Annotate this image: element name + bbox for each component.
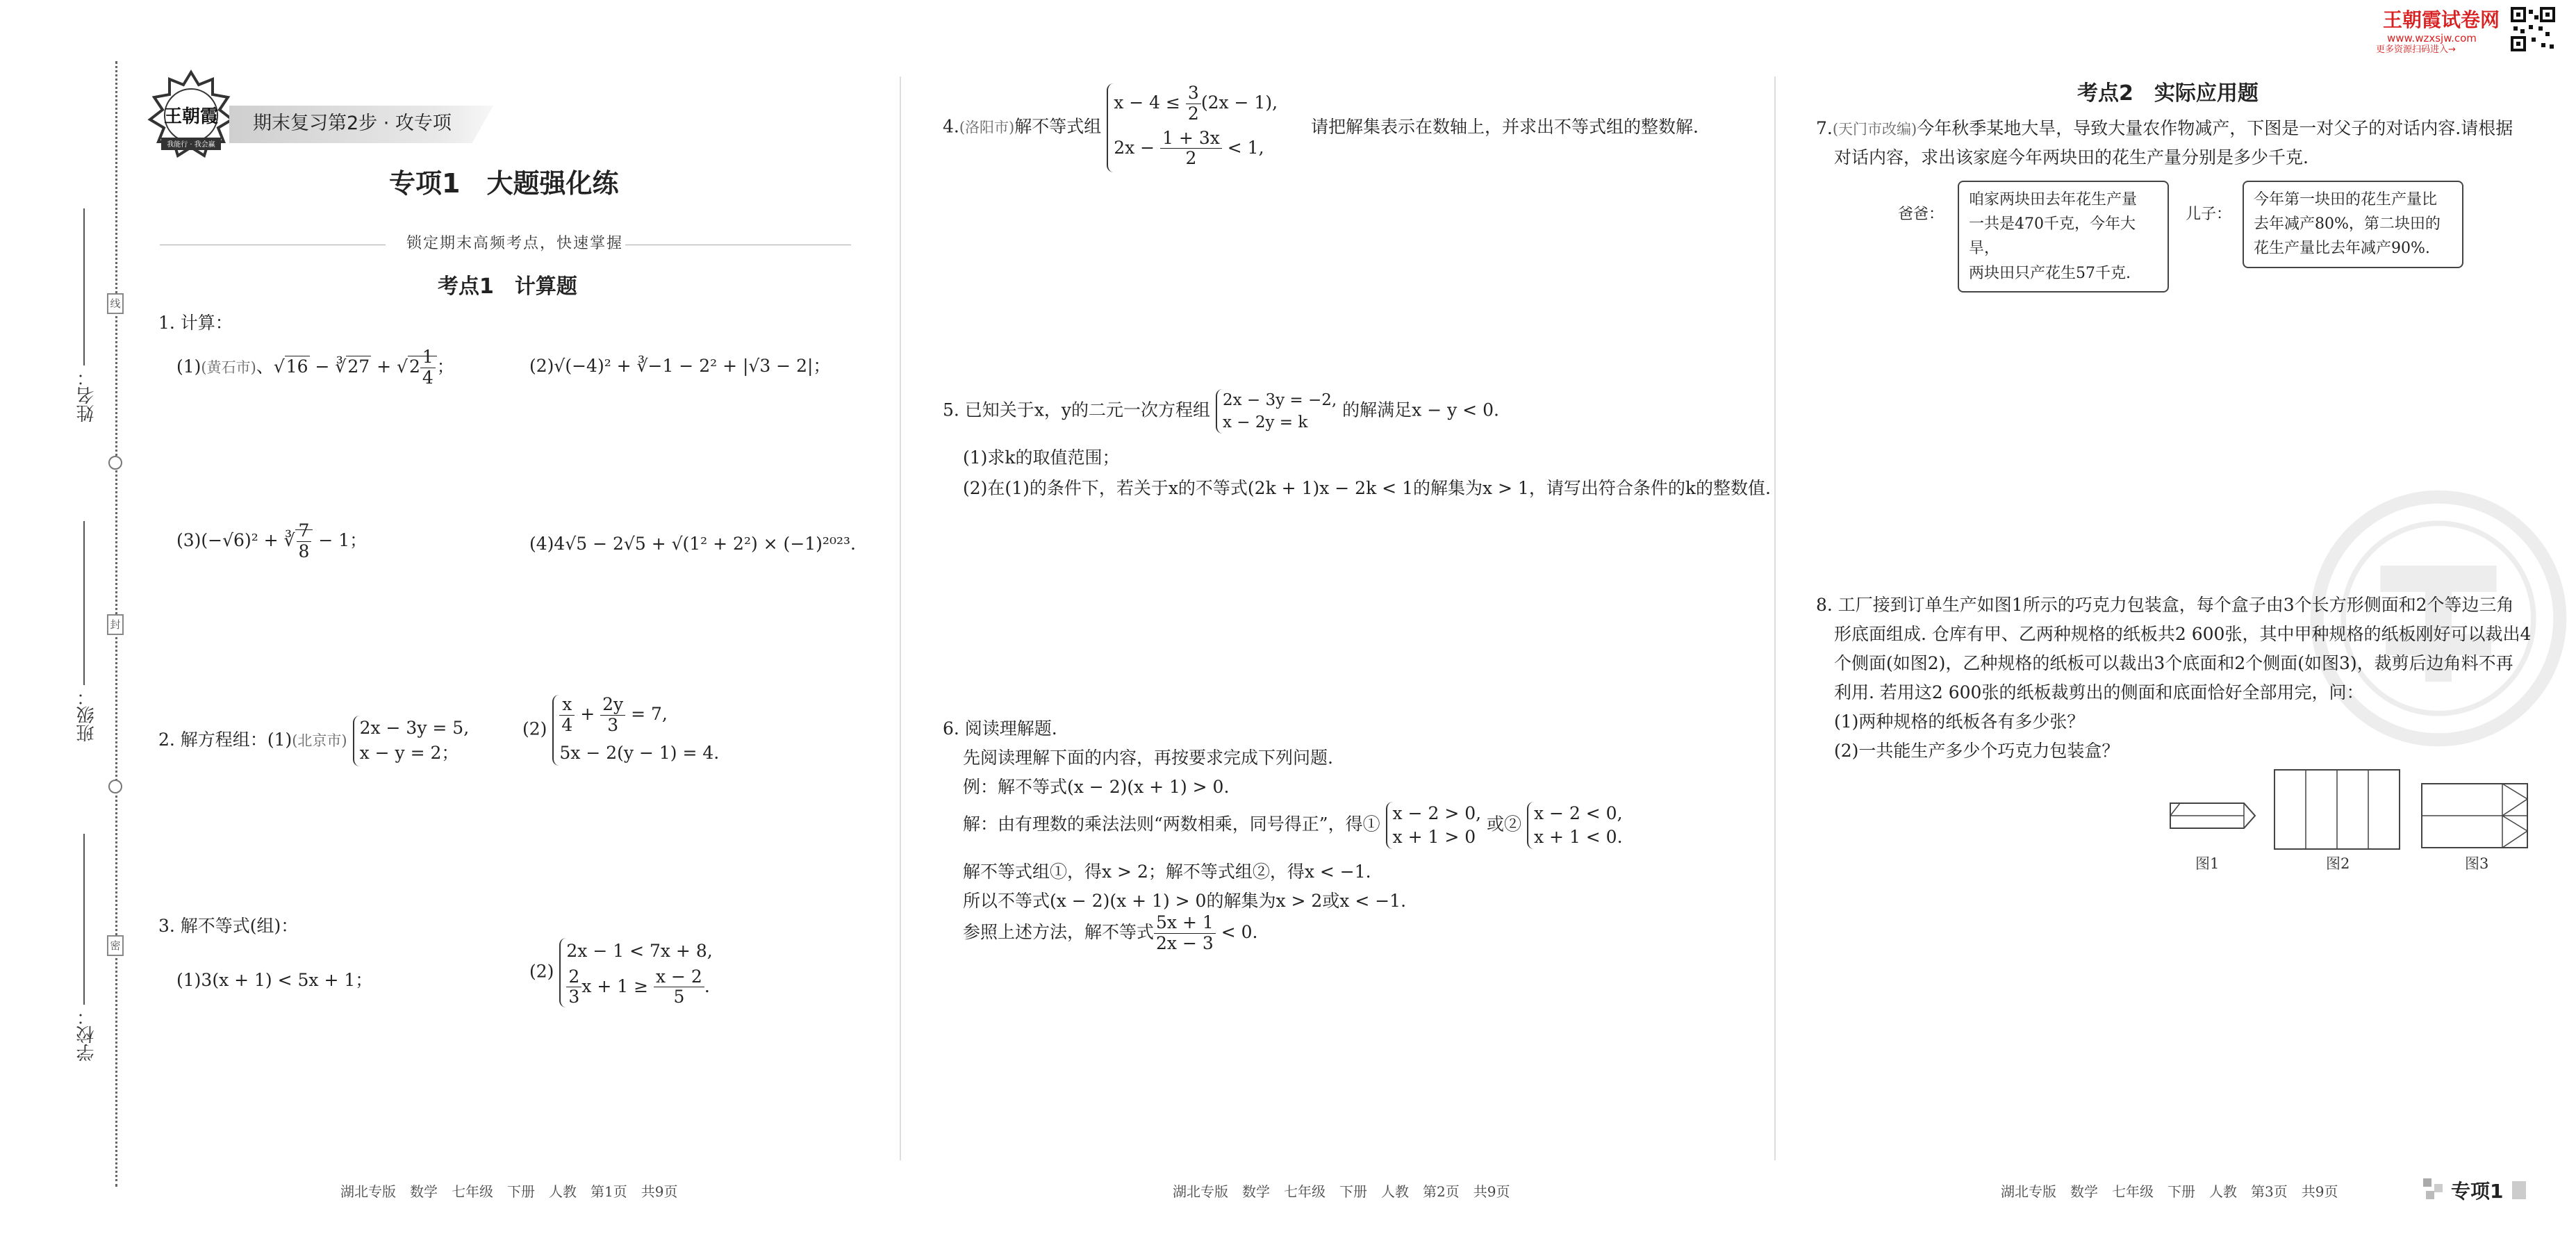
figure2-label: 图2 — [2326, 855, 2350, 872]
column-divider-1 — [900, 76, 901, 1160]
subtitle: 锁定期末高频考点，快速掌握 — [406, 235, 624, 252]
son-label: 儿子： — [2186, 206, 2232, 223]
q8-line2: 形底面组成. 仓库有甲、乙两种规格的纸板共2 600张，其中甲种规格的纸板刚好可以裁出4 — [1834, 624, 2532, 644]
page2-footer: 湖北专版 数学 七年级 下册 人教 第2页 共9页 — [1173, 1183, 1510, 1200]
son-speech-bubble: 今年第一块田的花生产量比 去年减产80%，第二块田的 花生产量比去年减产90%. — [2243, 181, 2463, 268]
name-input-line[interactable] — [83, 208, 85, 365]
dad-label: 爸爸： — [1898, 206, 1945, 223]
q3-label: 3. 解不等式(组)： — [158, 916, 299, 936]
q6-label: 6. 阅读理解题. — [943, 718, 1057, 739]
dad-speech-bubble: 咱家两块田去年花生产量 一共是470千克，今年大旱， 两块田只产花生57千克. — [1958, 181, 2169, 293]
q8-line3: 个侧面(如图2)，乙种规格的纸板可以裁出3个底面和2个侧面(如图3)，裁剪后边角料不再 — [1834, 653, 2513, 673]
q2-part1: 2. 解方程组：(1)(北京市) 2x − 3y = 5, x − y = 2； — [158, 716, 469, 766]
q5: 5. 已知关于x，y的二元一次方程组 2x − 3y = −2, x − 2y = k 的解满足x − y < 0. — [943, 389, 1499, 434]
q8-line1: 8. 工厂接到订单生产如图1所示的巧克力包装盒，每个盒子由3个长方形侧面和2个等边三角 — [1816, 595, 2514, 615]
point1-title: 考点1 计算题 — [438, 274, 577, 299]
logo-text: 王朝霞 — [163, 106, 219, 127]
point2-title: 考点2 实际应用题 — [2077, 81, 2259, 106]
figure2-board-diagram — [2273, 768, 2401, 850]
q3-part1: (1)3(x + 1) < 5x + 1； — [176, 970, 373, 990]
name-label: 姓名： — [76, 368, 97, 422]
school-input-line[interactable] — [83, 834, 85, 1005]
q1-label: 1. 计算： — [158, 313, 233, 333]
school-label: 学校： — [76, 1007, 97, 1062]
page1-footer: 湖北专版 数学 七年级 下册 人教 第1页 共9页 — [340, 1183, 678, 1200]
figure1-prism-diagram — [2168, 796, 2258, 835]
corner-tag: 专项1 — [2451, 1180, 2504, 1203]
corner-bar — [2512, 1181, 2526, 1199]
q4: 4.(洛阳市)解不等式组 x − 4 ≤ $\frac{3}{2}$ (2x − 1), 2x − $\frac{1 + 3x}{2}$ < 1, 请把解集表示在数轴上，并求出不等式组的整数解. — [943, 83, 1699, 172]
wangzhaoxia-logo — [146, 69, 236, 161]
binding-hole-1 — [108, 456, 122, 470]
q8-line4: 利用. 若用这2 600张的纸板裁剪出的侧面和底面恰好全部用完，问： — [1834, 682, 2364, 702]
class-input-line[interactable] — [83, 521, 85, 685]
q7-line2: 对话内容，求出该家庭今年两块田的花生产量分别是多少千克. — [1834, 147, 2309, 167]
q3-part2: (2) 2x − 1 < 7x + 8, $\frac{2}{3}$ x + 1 ≥ $\frac{x - 2}{5}$ . — [529, 938, 713, 1007]
class-label: 班级： — [76, 688, 97, 742]
q1-part4: (4)4√5 − 2√5 + √(1² + 2²) × (−1)²⁰²³. — [529, 534, 856, 554]
binding-mark-2: 封 — [107, 614, 124, 635]
binding-mark-1: 线 — [107, 293, 124, 314]
section-title: 专项1 大题强化练 — [389, 168, 619, 199]
watermark-seal-icon — [2306, 486, 2570, 750]
q8-part1: (1)两种规格的纸板各有多少张？ — [1834, 711, 2085, 732]
q7-line1: 7.(天门市改编)今年秋季某地大旱，导致大量农作物减产，下图是一对父子的对话内容.请根据 — [1816, 118, 2513, 138]
corner-squares-icon — [2423, 1178, 2444, 1199]
column-divider-2 — [1774, 76, 1776, 1160]
q6-line5: 所以不等式(x − 2)(x + 1) > 0的解集为x > 2或x < −1. — [963, 891, 1407, 911]
q6-line4: 解不等式组①，得x > 2；解不等式组②，得x < −1. — [963, 862, 1371, 882]
q5-part2: (2)在(1)的条件下，若关于x的不等式(2k + 1)x − 2k < 1的解集为x > 1，请写出符合条件的k的整数值. — [963, 478, 1771, 498]
q1-part1: (1)(黄石市)、√16 − ∛27 + √2 $\frac{1}{4}$ ； — [176, 347, 454, 388]
q5-part1: (1)求k的取值范围； — [963, 447, 1120, 468]
brand-name: 王朝霞试卷网 — [2383, 8, 2500, 31]
figure3-label: 图3 — [2465, 855, 2489, 872]
brand-url: www.wzxsjw.com — [2387, 32, 2477, 44]
q6-line2: 例：解不等式(x − 2)(x + 1) > 0. — [963, 777, 1230, 797]
q6-line6: 参照上述方法，解不等式 $\frac{5x + 1}{2x - 3}$ < 0. — [963, 912, 1258, 953]
q1-part3: (3)(−√6)² + ∛ $\frac{7}{8}$ − 1； — [176, 520, 368, 561]
qr-code-icon — [2511, 7, 2555, 51]
figure3-board-diagram — [2420, 782, 2529, 849]
brand-tagline: 更多资源扫码进入→ — [2376, 44, 2456, 55]
q8-part2: (2)一共能生产多少个巧克力包装盒？ — [1834, 741, 2120, 761]
page3-footer: 湖北专版 数学 七年级 下册 人教 第3页 共9页 — [2001, 1183, 2338, 1200]
q1-part2: (2)√(−4)² + ∛−1 − 2² + |√3 − 2|； — [529, 356, 831, 376]
q6-line3: 解：由有理数的乘法法则“两数相乘，同号得正”，得① x − 2 > 0, x + 1 > 0 或② x − 2 < 0, x + 1 < 0. — [963, 802, 1623, 849]
figure1-label: 图1 — [2195, 855, 2220, 872]
q2-part2: (2) $\frac{x}{4}$ + $\frac{2y}{3}$ = 7, 5x − 2(y − 1) = 4. — [522, 695, 719, 766]
q6-line1: 先阅读理解下面的内容，再按要求完成下列问题. — [963, 748, 1333, 768]
binding-hole-2 — [108, 780, 122, 793]
logo-tagline: 我能行 · 我会赢 — [167, 141, 215, 149]
binding-mark-3: 密 — [107, 935, 124, 956]
banner-text: 期末复习第2步 · 攻专项 — [253, 113, 452, 134]
